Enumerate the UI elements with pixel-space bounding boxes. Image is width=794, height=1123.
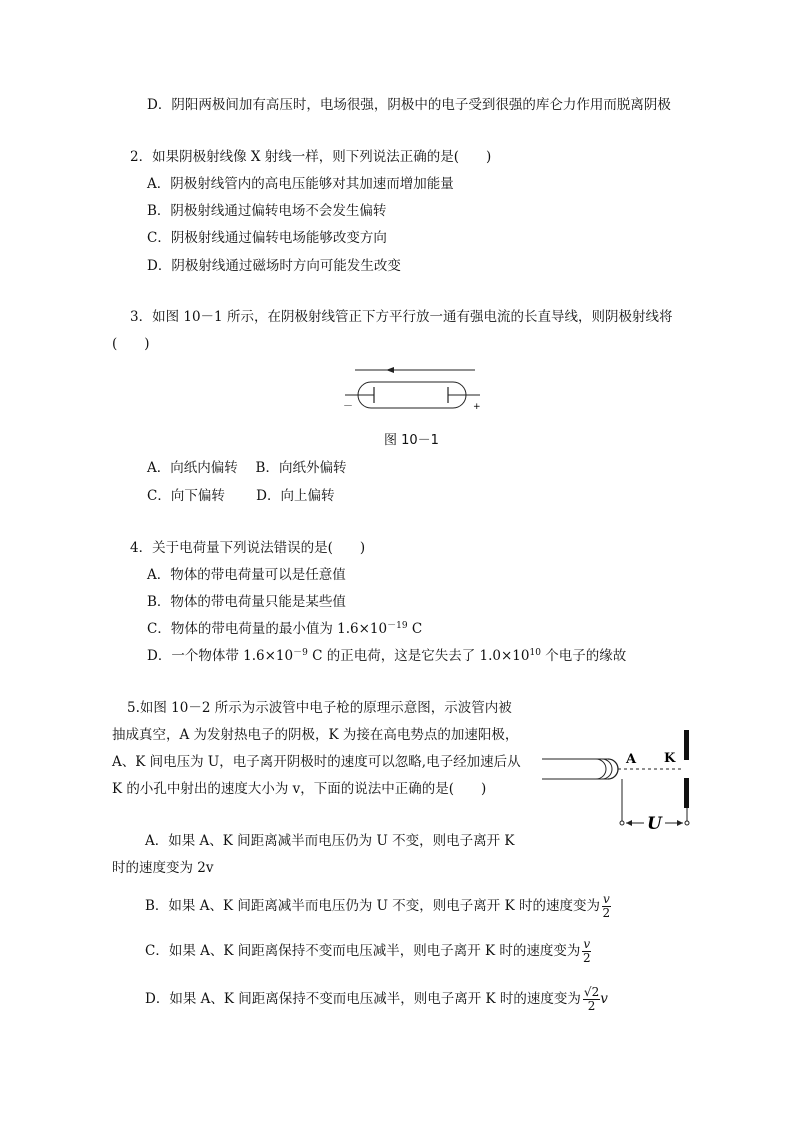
q5-stem-line2: 抽成真空，A 为发射热电子的阴极，K 为接在高电势点的加速阳极， <box>112 727 519 743</box>
q5-option-c-fraction <box>582 938 591 965</box>
q5-stem-line1: 5.如图 10－2 所示为示波管中电子枪的原理示意图，示波管内被 <box>127 700 512 716</box>
q5-stem-line3: A、K 间电压为 U，电子离开阴极时的速度可以忽略,电子经加速后从 <box>112 754 521 770</box>
label-a: A <box>626 752 637 767</box>
q5-option-b-denominator: 2 <box>602 906 611 920</box>
q4-option-d-part3: 个电子的缘故 <box>540 648 627 664</box>
q2-option-c: C．阴极射线通过偏转电场能够改变方向 <box>147 230 387 246</box>
q5-option-c-text: C．如果 A、K 间距离保持不变而电压减半，则电子离开 K 时的速度变为 <box>145 943 581 959</box>
q5-option-b-fraction <box>602 893 611 920</box>
q3-options-row2: C．向下偏转 D．向上偏转 <box>147 488 335 504</box>
cathode-arc-1 <box>596 759 606 779</box>
q4-option-d-part1: D．一个物体带 1.6×10 <box>147 648 294 664</box>
q5-option-d-text: D．如果 A、K 间距离保持不变而电压减半，则电子离开 K 时的速度变为 <box>145 991 581 1007</box>
q2-option-a: A．阴极射线管内的高电压能够对其加速而增加能量 <box>147 176 454 192</box>
figure-caption-10-1: 图 10－1 <box>384 433 439 448</box>
q3-stem: 3．如图 10－1 所示，在阴极射线管正下方平行放一通有强电流的长直导线，则阴极射线将 <box>130 309 673 325</box>
q4-option-d-exponent1: －9 <box>293 648 308 658</box>
anode-k-upper-plate <box>684 730 689 760</box>
q4-option-a: A．物体的带电荷量可以是任意值 <box>147 567 346 583</box>
q5-option-b-text: B．如果 A、K 间距离减半而电压仍为 U 不变，则电子离开 K 时的速度变为 <box>145 898 600 914</box>
terminal-left <box>620 821 624 825</box>
q5-option-b <box>145 893 611 920</box>
q4-option-c-text: C．物体的带电荷量的最小值为 1.6×10 <box>147 621 388 637</box>
q4-option-d <box>147 646 626 666</box>
q5-option-c-numerator: v <box>583 937 591 951</box>
q2-option-d: D．阴极射线通过磁场时方向可能发生改变 <box>147 258 401 274</box>
q4-option-c <box>147 619 422 639</box>
q4-option-c-exponent: －19 <box>387 621 408 631</box>
q2-option-b: B．阴极射线通过偏转电场不会发生偏转 <box>147 203 387 219</box>
q5-option-d-fraction <box>583 986 600 1013</box>
u-arrow-right-icon <box>677 820 683 826</box>
q1-option-d: D．阴阳两极间加有高压时，电场很强，阴极中的电子受到很强的库仑力作用而脱离阴极 <box>147 97 671 113</box>
label-u: U <box>647 814 662 834</box>
u-arrow-left-icon <box>626 820 632 826</box>
q4-option-d-exponent2: 10 <box>529 648 541 658</box>
plus-sign: + <box>473 402 481 412</box>
q3-options-row1: A．向纸内偏转 B．向纸外偏转 <box>147 460 347 476</box>
q5-option-b-numerator: v <box>602 892 610 906</box>
q5-option-c-denominator: 2 <box>582 951 591 965</box>
q3-stem-bracket: ( ) <box>112 336 150 352</box>
q5-option-d-numerator: √2 <box>583 985 600 999</box>
q5-option-a-line2: 时的速度变为 2v <box>112 860 214 876</box>
label-k: K <box>664 751 676 766</box>
anode-k-lower-plate <box>684 778 689 808</box>
q5-stem-line4: K 的小孔中射出的速度大小为 v，下面的说法中正确的是( ) <box>112 781 487 797</box>
q5-option-a-line1: A．如果 A、K 间距离减半而电压仍为 U 不变，则电子离开 K <box>145 833 515 849</box>
current-arrow-icon <box>386 367 394 373</box>
q5-option-c <box>145 938 591 965</box>
q4-option-d-part2: C 的正电荷，这是它失去了 1.0×10 <box>307 648 530 664</box>
cathode-ray-tube-figure <box>340 360 490 420</box>
q5-option-d-tail: v <box>600 991 608 1007</box>
q5-option-d-denominator: 2 <box>587 999 596 1013</box>
electron-gun-figure <box>538 724 708 834</box>
q4-option-c-unit: C <box>407 621 423 637</box>
q4-option-b: B．物体的带电荷量只能是某些值 <box>147 594 346 610</box>
q5-option-d <box>145 986 608 1013</box>
minus-sign: － <box>343 401 353 412</box>
q2-stem: 2．如果阴极射线像 X 射线一样，则下列说法正确的是( ) <box>130 149 492 165</box>
q4-stem: 4．关于电荷量下列说法错误的是( ) <box>130 540 366 556</box>
terminal-right <box>685 821 689 825</box>
